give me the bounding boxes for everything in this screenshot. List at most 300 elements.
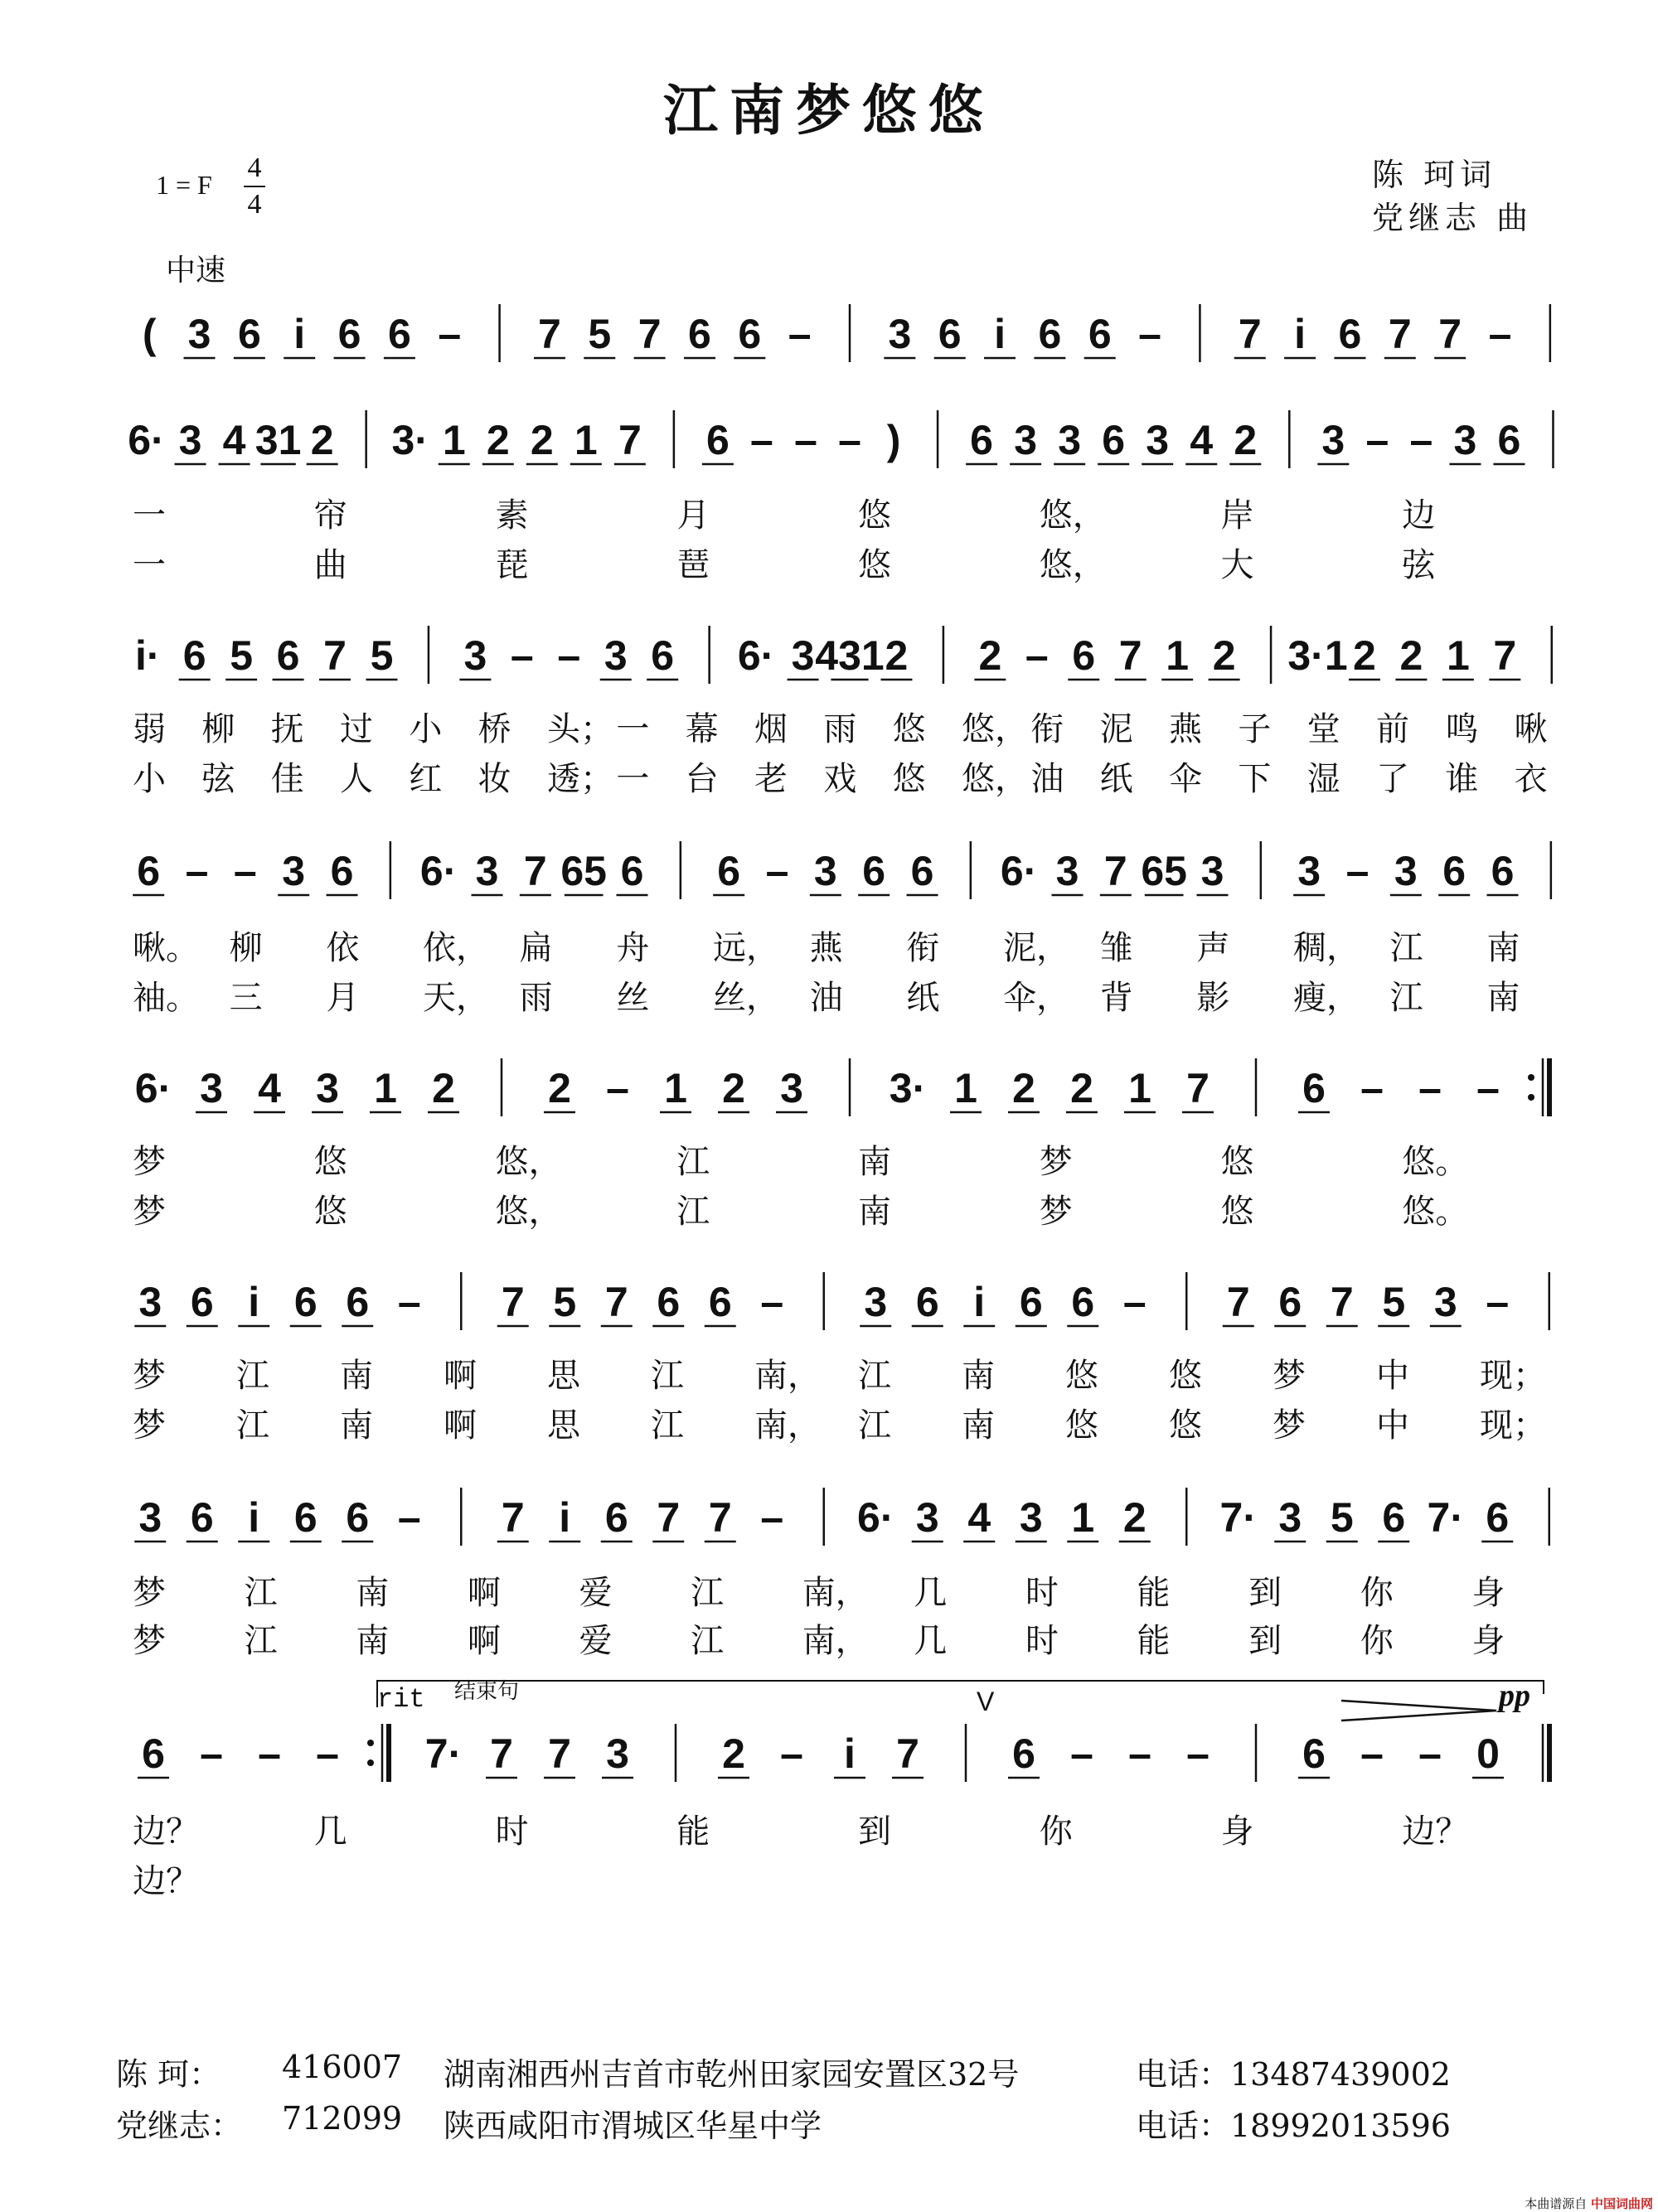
lyric-syllable: 悠: [892, 710, 926, 748]
note: (: [142, 311, 157, 357]
breath-mark: V: [977, 1687, 995, 1716]
time-bottom: 4: [247, 189, 262, 220]
note: 6: [137, 848, 161, 894]
lyric-syllable: 影: [1196, 979, 1230, 1017]
note: –: [1418, 1065, 1442, 1111]
note: –: [794, 417, 817, 463]
note: 2: [885, 632, 909, 679]
lyric-syllable: 妆: [478, 760, 511, 798]
lyric-syllable: 江: [244, 1622, 278, 1660]
note: 3: [475, 848, 499, 894]
note: 7: [1330, 1279, 1354, 1325]
footer-name-1: 陈 珂：: [116, 2056, 221, 2093]
note: 5: [553, 1279, 577, 1325]
note: 3·1: [1287, 632, 1348, 679]
note: 6: [1442, 848, 1467, 894]
lyric-syllable: 啊: [467, 1574, 501, 1612]
note: 6: [862, 848, 886, 894]
lyric-syllable: 小: [409, 710, 443, 748]
note: 3: [1321, 417, 1345, 463]
note: 2: [722, 1730, 745, 1777]
lyric-syllable: 你: [1039, 1813, 1073, 1851]
note: 1: [1071, 1494, 1095, 1541]
note: 1: [574, 417, 598, 463]
note: –: [760, 1279, 784, 1325]
note: –: [1409, 417, 1433, 463]
note: 6: [387, 311, 411, 357]
note: 6: [1382, 1494, 1406, 1541]
note: –: [1418, 1730, 1442, 1777]
lyric-syllable: 江: [858, 1406, 891, 1445]
note: –: [1360, 1730, 1384, 1777]
note: 7: [1388, 311, 1412, 357]
lyric-syllable: 南: [858, 1193, 891, 1231]
lyric-syllable: 江: [236, 1357, 269, 1395]
lyric-syllable: 身: [1471, 1574, 1505, 1612]
note: –: [1025, 632, 1049, 679]
note: 6: [717, 848, 741, 894]
note: 2: [1234, 417, 1258, 463]
lyric-syllable: 一: [133, 546, 166, 584]
note: 6·: [134, 1065, 172, 1111]
lyric-syllable: 江: [236, 1406, 269, 1445]
note: 7: [1118, 632, 1142, 679]
ending-phrase-label: 结束句: [454, 1679, 520, 1704]
lyric-syllable: 爱: [579, 1574, 613, 1612]
lyric-syllable: 南: [1486, 929, 1520, 967]
note: 3: [813, 848, 837, 894]
lyric-syllable: 月: [676, 496, 710, 535]
note: 6: [706, 417, 730, 463]
note: 6: [1012, 1730, 1035, 1777]
lyric-syllable: 江: [651, 1357, 684, 1395]
lyric-syllable: 中: [1376, 1406, 1409, 1445]
lyric-syllable: 油: [809, 979, 843, 1017]
note: 3: [1019, 1494, 1043, 1541]
lyric-syllable: 几: [914, 1574, 948, 1612]
note: 3: [138, 1494, 162, 1541]
lyric-syllable: 南: [962, 1357, 995, 1395]
lyric-syllable: 江: [1389, 979, 1423, 1017]
note: 6: [938, 311, 962, 357]
note: 3: [1394, 848, 1418, 894]
lyric-syllable: 伞，: [1003, 979, 1069, 1017]
note: 5: [1330, 1494, 1354, 1541]
note: 6: [1278, 1279, 1302, 1325]
lyric-syllable: 江: [676, 1143, 710, 1181]
lyric-syllable: 柳: [201, 710, 235, 748]
time-top: 4: [247, 152, 262, 183]
note: 6: [182, 632, 206, 679]
lyric-syllable: 身: [1471, 1622, 1505, 1660]
lyric-syllable: 爱: [579, 1622, 613, 1660]
note: –: [1070, 1730, 1093, 1777]
lyric-syllable: 边？: [133, 1813, 199, 1851]
note: 6: [1486, 1494, 1510, 1541]
note: 2: [432, 1065, 455, 1111]
lyric-syllable: 你: [1360, 1622, 1394, 1660]
note: –: [1488, 311, 1512, 357]
lyric-syllable: 现；: [1480, 1406, 1546, 1445]
lyric-syllable: 燕: [809, 929, 843, 967]
lyric-syllable: 梦: [133, 1406, 166, 1445]
note: 5: [588, 311, 612, 357]
note: 6: [1038, 311, 1062, 357]
note: –: [838, 417, 861, 463]
tempo-marking: 中速: [166, 254, 226, 288]
note: 6: [237, 311, 261, 357]
note: 6: [1491, 848, 1515, 894]
lyric-syllable: 啊: [467, 1622, 501, 1660]
lyric-syllable: 透；: [547, 760, 613, 798]
note: –: [1345, 848, 1370, 894]
lyric-syllable: 雨: [519, 979, 553, 1017]
note: –: [233, 848, 257, 894]
lyric-syllable: 佳: [270, 760, 304, 798]
note: 6·: [419, 848, 458, 894]
note: 6: [970, 417, 993, 463]
note: 6: [346, 1279, 370, 1325]
lyric-syllable: 边: [1402, 496, 1436, 535]
note: 6: [190, 1494, 214, 1541]
lyric-syllable: 江: [676, 1193, 710, 1231]
lyric-syllable: 梦: [1273, 1406, 1306, 1445]
note: 1: [1166, 632, 1190, 679]
lyric-syllable: 悠，: [962, 760, 1028, 798]
lyric-syllable: 边？: [1402, 1813, 1469, 1851]
lyric-syllable: 舟: [616, 929, 650, 967]
lyric-syllable: 悠，: [962, 710, 1028, 748]
note: 7: [1103, 848, 1127, 894]
note: 7: [1186, 1065, 1210, 1111]
lyric-syllable: 身: [1220, 1813, 1254, 1851]
note: –: [1138, 311, 1161, 357]
lyric-syllable: 能: [676, 1813, 710, 1851]
lyric-syllable: 一: [616, 760, 650, 798]
note: 6: [1302, 1730, 1326, 1777]
note: i: [248, 1279, 260, 1325]
note: 7: [490, 1730, 513, 1777]
note: 6: [142, 1730, 165, 1777]
note: 3: [791, 632, 815, 679]
footer-phone-1: 电话：13487439002: [1136, 2056, 1451, 2093]
note: –: [258, 1730, 281, 1777]
lyric-syllable: 江: [1389, 929, 1423, 967]
lyric-syllable: 梦: [1273, 1357, 1306, 1395]
lyric-syllable: 弱: [133, 710, 166, 748]
note: 7: [708, 1494, 732, 1541]
lyric-syllable: 思: [547, 1357, 580, 1395]
note: 4: [258, 1065, 281, 1111]
lyric-syllable: 梦: [1039, 1193, 1073, 1231]
note: –: [1486, 1279, 1510, 1325]
lyric-syllable: 能: [1137, 1622, 1171, 1660]
lyric-syllable: 泥，: [1003, 929, 1069, 967]
lyric-syllable: 你: [1360, 1574, 1394, 1612]
note: –: [316, 1730, 339, 1777]
note: 7: [501, 1279, 525, 1325]
note: 3: [316, 1065, 339, 1111]
lyric-syllable: 戏: [823, 760, 857, 798]
lyric-syllable: 下: [1238, 760, 1272, 798]
note: 2: [1399, 632, 1423, 679]
footer-zip-1: 416007: [282, 2049, 403, 2085]
note: i: [293, 311, 306, 357]
note: 7: [538, 311, 561, 357]
lyric-syllable: 南: [962, 1406, 995, 1445]
lyric-syllable: 江: [651, 1406, 684, 1445]
lyric-syllable: 丝，: [713, 979, 779, 1017]
lyric-syllable: 悠，: [1039, 496, 1106, 535]
rit-mark: rit: [377, 1684, 425, 1715]
lyric-syllable: 到: [858, 1813, 891, 1851]
lyric-syllable: 悠，: [495, 1193, 562, 1231]
note: 6: [346, 1494, 370, 1541]
lyric-syllable: 梦: [133, 1193, 166, 1231]
note: –: [397, 1279, 421, 1325]
lyric-syllable: 南: [340, 1357, 373, 1395]
lyric-syllable: 雨: [823, 710, 857, 748]
lyric-syllable: 悠: [858, 496, 891, 535]
note: 7: [896, 1730, 919, 1777]
lyric-syllable: 老: [754, 760, 788, 798]
note: 6: [688, 311, 711, 357]
note: –: [185, 848, 209, 894]
lyric-syllable: 天，: [423, 979, 489, 1017]
note: 3: [604, 632, 628, 679]
note: –: [606, 1065, 629, 1111]
lyric-syllable: 前: [1376, 710, 1409, 748]
note: –: [750, 417, 773, 463]
note: 6: [708, 1279, 732, 1325]
note: 6: [276, 632, 300, 679]
key-signature: 1 = F: [156, 170, 212, 200]
lyric-syllable: 啾: [1514, 710, 1548, 748]
note: 6: [1338, 311, 1362, 357]
note: 7: [1238, 311, 1262, 357]
note: 7: [1493, 632, 1517, 679]
note: 2: [978, 632, 1002, 679]
lyric-syllable: 悠，: [495, 1143, 562, 1181]
lyric-syllable: 远，: [713, 929, 779, 967]
lyric-syllable: 泥: [1099, 710, 1133, 748]
lyric-syllable: 子: [1238, 710, 1272, 748]
note: 5: [1382, 1279, 1406, 1325]
note: 7: [323, 632, 347, 679]
note: 6: [190, 1279, 214, 1325]
lyric-syllable: 柳: [229, 929, 263, 967]
lyric-syllable: 梦: [133, 1622, 166, 1660]
lyric-syllable: 红: [409, 760, 443, 798]
lyric-syllable: 到: [1248, 1622, 1282, 1660]
lyric-syllable: 到: [1248, 1574, 1282, 1612]
note: 3: [1297, 848, 1321, 894]
note: 7: [604, 1279, 628, 1325]
lyric-syllable: 悠，: [1039, 546, 1106, 584]
note: 6: [330, 848, 354, 894]
lyric-syllable: 纸: [1099, 760, 1133, 798]
lyric-syllable: 燕: [1169, 710, 1202, 748]
song-title: 江南梦悠悠: [663, 78, 995, 143]
lyric-syllable: 啊: [444, 1406, 477, 1445]
note: 2: [1353, 632, 1376, 679]
lyric-syllable: 依: [326, 929, 360, 967]
footer-zip-2: 712099: [282, 2100, 403, 2137]
note: 3: [1014, 417, 1038, 463]
note: 6: [1088, 311, 1112, 357]
note: i: [248, 1494, 260, 1541]
lyric-syllable: 曲: [313, 546, 347, 584]
lyric-syllable: 南: [858, 1143, 891, 1181]
lyric-syllable: 江: [244, 1574, 278, 1612]
lyric-syllable: 头；: [547, 710, 613, 748]
lyric-syllable: 悠: [313, 1143, 347, 1181]
lyric-syllable: 袖。: [133, 979, 199, 1017]
lyric-syllable: 素: [495, 496, 529, 535]
lyric-syllable: 悠: [313, 1193, 347, 1231]
lyric-syllable: 悠。: [1402, 1143, 1469, 1181]
note: 7: [523, 848, 547, 894]
lyric-syllable: 人: [340, 760, 373, 798]
lyric-syllable: 衔: [906, 929, 940, 967]
lyric-syllable: 江: [691, 1574, 725, 1612]
lyric-syllable: 鸣: [1445, 710, 1479, 748]
note: 6: [1019, 1279, 1043, 1325]
lyric-syllable: 湿: [1307, 760, 1340, 798]
lyric-syllable: 背: [1099, 979, 1133, 1017]
note: 65: [560, 848, 607, 894]
lyric-syllable: 弦: [201, 760, 235, 798]
note: –: [780, 1730, 803, 1777]
note: –: [1128, 1730, 1151, 1777]
lyric-syllable: 南: [340, 1406, 373, 1445]
note: –: [397, 1494, 421, 1541]
footer-address-1: 湖南湘西州吉首市乾州田家园安置区32号: [444, 2056, 1020, 2093]
note: 3: [1058, 417, 1082, 463]
note: 7·: [424, 1730, 463, 1777]
lyric-syllable: 南: [1486, 979, 1520, 1017]
footer-line-2: [116, 2100, 1658, 2142]
note: 1: [664, 1065, 687, 1111]
lyric-syllable: 悠: [858, 546, 891, 584]
footer-phone-2: 电话：18992013596: [1136, 2108, 1451, 2144]
note: 6: [738, 311, 762, 357]
note: 7: [1226, 1279, 1250, 1325]
lyric-syllable: 大: [1220, 546, 1254, 584]
lyric-syllable: 梦: [133, 1357, 166, 1395]
note: 3·: [391, 417, 429, 463]
lyric-syllable: 南，: [802, 1574, 869, 1612]
lyric-syllable: 几: [313, 1813, 347, 1851]
lyric-syllable: 油: [1030, 760, 1064, 798]
lyric-syllable: 能: [1137, 1574, 1171, 1612]
note: 3: [178, 417, 202, 463]
lyric-syllable: 衣: [1514, 760, 1548, 798]
note: 1: [442, 417, 466, 463]
note: 7: [618, 417, 642, 463]
lyric-syllable: 伞: [1169, 760, 1202, 798]
lyric-syllable: 瘦，: [1293, 979, 1360, 1017]
note: 2: [548, 1065, 571, 1111]
lyric-syllable: 悠: [1220, 1193, 1254, 1231]
note: 2: [1212, 632, 1236, 679]
lyric-syllable: 中: [1376, 1357, 1409, 1395]
lyric-syllable: 堂: [1307, 710, 1340, 748]
note: 6: [293, 1279, 318, 1325]
note: 5: [370, 632, 394, 679]
lyric-syllable: 小: [133, 760, 166, 798]
lyric-syllable: 琶: [676, 546, 710, 584]
lyric-syllable: 江: [691, 1622, 725, 1660]
lyric-syllable: 台: [685, 760, 719, 798]
note: 3: [463, 632, 487, 679]
note: 3: [1453, 417, 1477, 463]
note: i·: [134, 632, 161, 679]
lyric-syllable: 梦: [133, 1574, 166, 1612]
note: –: [1122, 1279, 1147, 1325]
note: 5: [230, 632, 254, 679]
footer-line-1: [116, 2049, 1658, 2093]
lyric-syllable: 悠: [1065, 1357, 1098, 1395]
lyric-syllable: 烟: [754, 710, 788, 748]
lyric-syllable: 扁: [519, 929, 553, 967]
note: 7: [657, 1494, 681, 1541]
lyric-syllable: 江: [858, 1357, 891, 1395]
footer-name-2: 党继志：: [116, 2108, 243, 2144]
note: i: [844, 1730, 856, 1777]
lyric-syllable: 桥: [478, 710, 511, 748]
note: 6: [915, 1279, 939, 1325]
note: –: [510, 632, 534, 679]
note: 7·: [1219, 1494, 1257, 1541]
note: 2: [310, 417, 334, 463]
note: 65: [1141, 848, 1187, 894]
lyric-syllable: 丝: [616, 979, 650, 1017]
note: 3: [138, 1279, 162, 1325]
note: 0: [1476, 1730, 1500, 1777]
note: –: [557, 632, 581, 679]
note: 4: [222, 417, 246, 463]
note: –: [1365, 417, 1389, 463]
note: 6: [337, 311, 361, 357]
note: 7: [501, 1494, 525, 1541]
lyric-syllable: 梦: [133, 1143, 166, 1181]
note: –: [765, 848, 789, 894]
lyric-syllable: 梦: [1039, 1143, 1073, 1181]
note: 6·: [737, 632, 775, 679]
lyric-syllable: 谁: [1445, 760, 1479, 798]
lyric-syllable: 时: [495, 1813, 529, 1851]
note: 1: [374, 1065, 397, 1111]
dynamic-pp: pp: [1499, 1678, 1530, 1713]
lyric-syllable: 思: [547, 1406, 580, 1445]
watermark: [1525, 2195, 1653, 2212]
note: –: [438, 311, 462, 357]
lyric-syllable: 南，: [754, 1357, 821, 1395]
lyric-syllable: 啊: [444, 1357, 477, 1395]
lyric-syllable: 几: [914, 1622, 948, 1660]
lyric-syllable: 岸: [1220, 496, 1254, 535]
note: 1: [954, 1065, 977, 1111]
note: 3: [606, 1730, 629, 1777]
footer-address-2: 陕西咸阳市渭城区华星中学: [444, 2108, 822, 2144]
note: 6: [1071, 1279, 1095, 1325]
note: 2: [1012, 1065, 1035, 1111]
watermark-left: 本曲谱源自: [1525, 2196, 1588, 2211]
note: 6: [293, 1494, 318, 1541]
lyric-syllable: 抚: [270, 710, 304, 748]
lyric-syllable: 了: [1376, 760, 1409, 798]
